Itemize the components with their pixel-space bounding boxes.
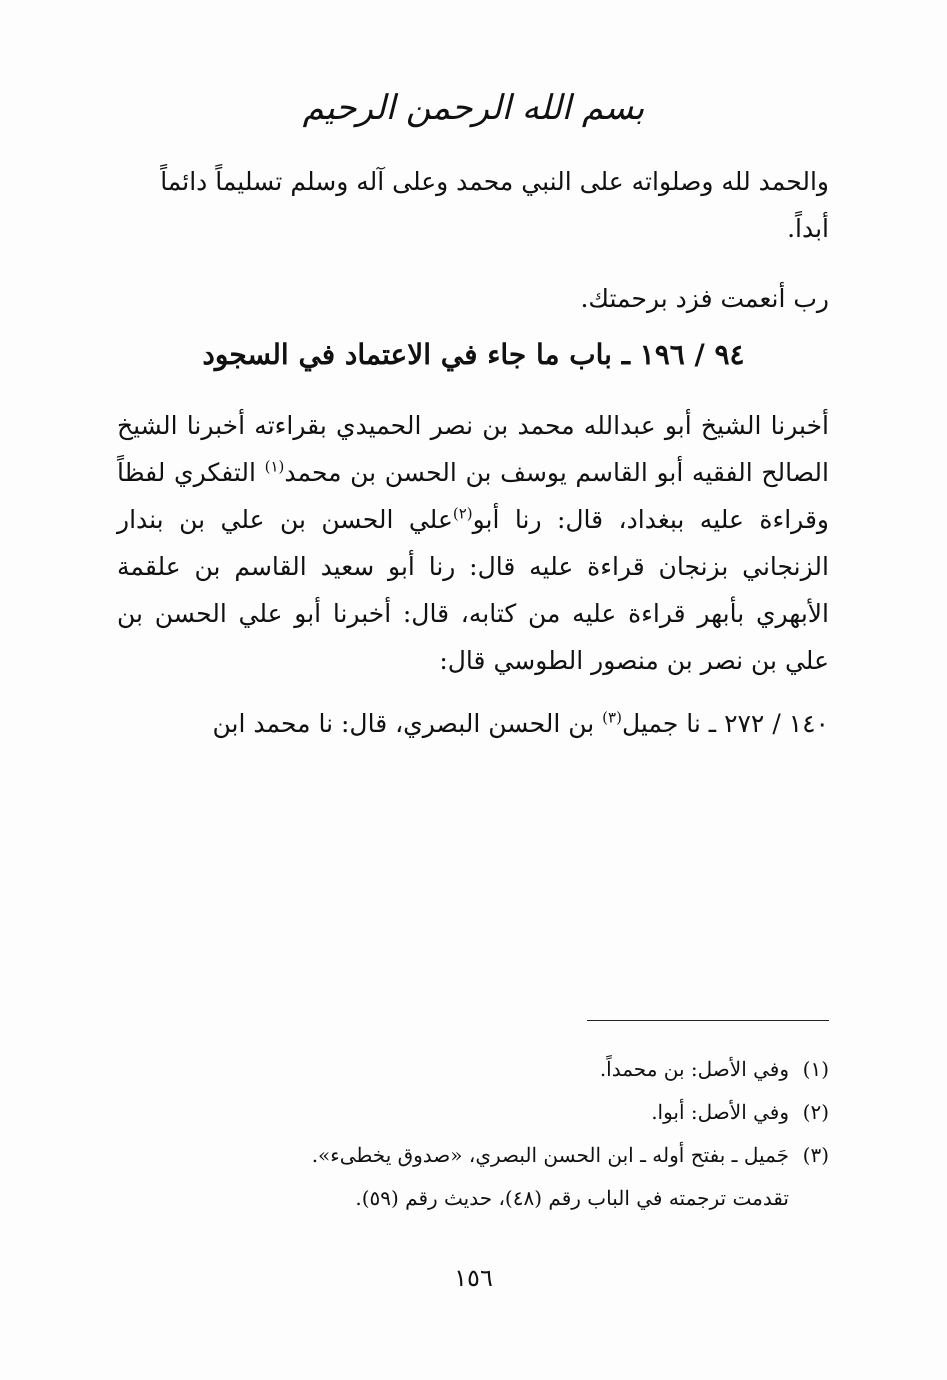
footnote-number: (٢) (802, 1100, 829, 1124)
narration-paragraph (117, 402, 829, 684)
footnote-divider (587, 1020, 829, 1021)
footnote-ref-1: (١) (264, 457, 285, 476)
chapter-heading: ٩٤ / ١٩٦ ـ باب ما جاء في الاعتماد في السجود (202, 338, 745, 371)
footnote-number (789, 1177, 829, 1220)
footnote (117, 1134, 829, 1177)
footnote-ref-2: (٢) (452, 504, 473, 523)
footnote-number: (٣) (802, 1143, 829, 1167)
footnote-continuation (117, 1177, 829, 1220)
prayer-line: رب أنعمت فزد برحمتك. (580, 284, 829, 313)
narration-text: أخبرنا الشيخ أبو عبدالله محمد بن نصر الحميدي بقراءته أخبرنا الشيخ الصالح الفقيه أبو القاسم يوسف بن الحسن بن محمد (117, 411, 829, 487)
footnotes (117, 1048, 829, 1220)
page-number: ١٥٦ (454, 1264, 493, 1292)
footnote-text: وفي الأصل: بن محمداً. (599, 1057, 789, 1081)
hadith-text: ١٤٠ / ٢٧٢ ـ نا جميل (621, 709, 829, 738)
footnote (117, 1091, 829, 1134)
footnote-text: وفي الأصل: أبوا. (651, 1100, 789, 1124)
hadith-text: بن الحسن البصري، قال: نا محمد ابن (212, 709, 603, 738)
footnote-ref-3: (٣) (602, 708, 622, 727)
footnote-text: جَميل ـ بفتح أوله ـ ابن الحسن البصري، «صدوق يخطىء». (311, 1143, 789, 1167)
basmala: بسم الله الرحمن الرحيم (302, 88, 645, 128)
intro-paragraph: والحمد لله وصلواته على النبي محمد وعلى آله وسلم تسليماً دائماً أبداً. (160, 167, 829, 243)
footnote-number: (١) (802, 1057, 829, 1081)
footnote (117, 1048, 829, 1091)
narration-text: علي الحسن بن علي بن بندار الزنجاني بزنجان قراءة عليه قال: رنا أبو سعيد القاسم بن علقمة الأبهري بأبهر قراءة عليه من كتابه، قال: أخبرنا أبو علي الحسن بن علي بن نصر بن منصور الطوسي قال: (117, 505, 829, 675)
footnote-text: تقدمت ترجمته في الباب رقم (٤٨)، حديث رقم (٥٩). (355, 1186, 789, 1210)
narration-text: التفكري لفظاً وقراءة عليه ببغداد، قال: رنا أبو (117, 458, 829, 534)
hadith-line (117, 700, 829, 747)
